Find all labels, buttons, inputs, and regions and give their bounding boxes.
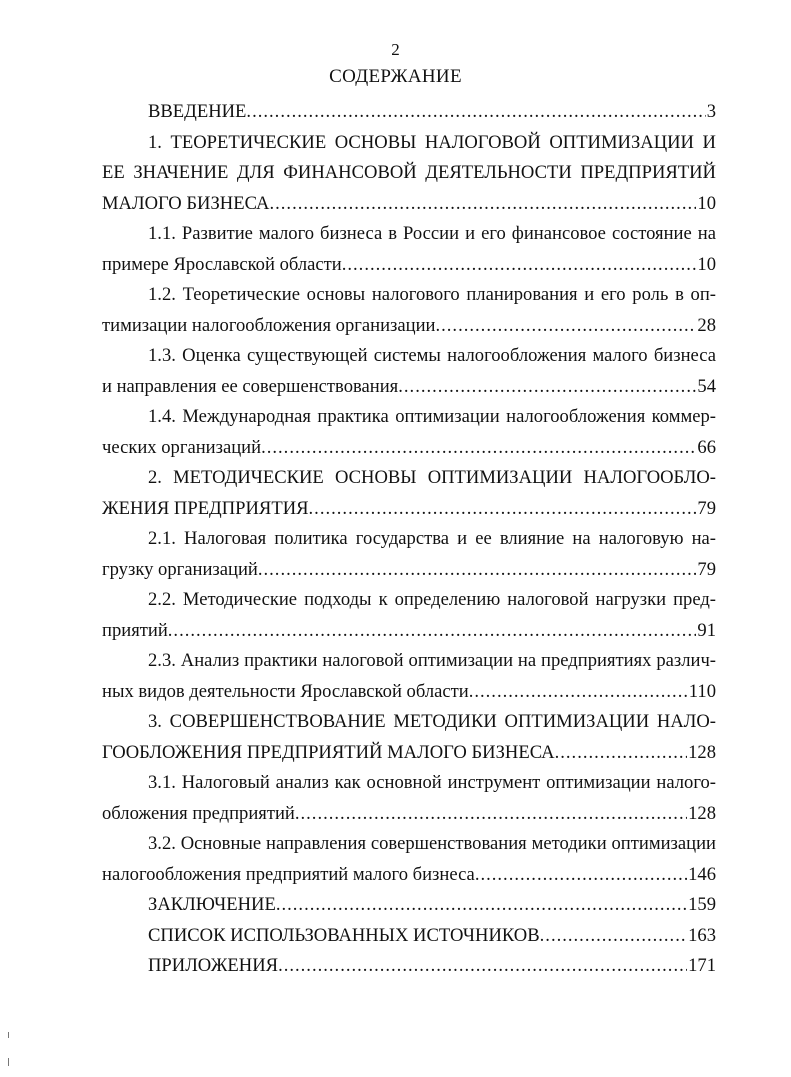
toc-entry-title-line: 2.1. Налоговая политика государства и ее влияние на налоговую на- [148,528,716,549]
toc-entry-title: приятий [102,619,168,641]
toc-entry-page: 10 [697,192,716,214]
toc-entry-section-2-1[interactable] [102,524,716,585]
toc-entry-section-1-4[interactable] [102,402,716,463]
toc-entry-title-line: 3.1. Налоговый анализ как основной инструмент оптимизации налого- [148,772,716,793]
leader-dots [309,494,697,525]
toc-entry-title: МАЛОГО БИЗНЕСА [102,192,270,214]
toc-entry-page: 110 [688,680,716,702]
toc-entry-title-line: 1.1. Развитие малого бизнеса в России и его финансовое состояние на [148,223,716,244]
leader-dots [295,799,687,830]
toc-entry-title: грузку организаций [102,558,258,580]
toc-entry-page: 28 [697,314,716,336]
toc-entry-page: 66 [697,436,716,458]
toc-entry-appendix[interactable] [102,951,716,982]
leader-dots [276,890,687,921]
toc-entry-page: 128 [688,741,716,763]
toc-entry-page: 128 [688,802,716,824]
toc-entry-title-line: 1.2. Теоретические основы налогового планирования и его роль в оп- [148,284,716,305]
leader-dots [469,677,688,708]
page-title: СОДЕРЖАНИЕ [329,66,462,87]
scan-mark [8,1058,9,1066]
toc-entry-page: 146 [688,863,716,885]
leader-dots [258,555,697,586]
toc-entry-chapter-3[interactable] [102,707,716,768]
toc-entry-conclusion[interactable] [102,890,716,921]
toc-entry-title-line: 3. СОВЕРШЕНСТВОВАНИЕ МЕТОДИКИ ОПТИМИЗАЦИИ НАЛО- [148,711,716,732]
toc-entry-title: ПРИЛОЖЕНИЯ [148,955,279,976]
toc-entry-title: обложения предприятий [102,802,295,824]
toc-entry-page: 79 [697,497,716,519]
toc-entry-title-line: 2.3. Анализ практики налоговой оптимизации на предприятиях различ- [148,650,716,671]
toc-entry-sources[interactable] [102,921,716,952]
toc-entry-title-line: 2. МЕТОДИЧЕСКИЕ ОСНОВЫ ОПТИМИЗАЦИИ НАЛОГООБЛО- [148,467,716,488]
leader-dots [342,250,697,281]
scan-mark [8,1032,9,1038]
leader-dots [398,372,696,403]
leader-dots [540,921,687,952]
toc-entry-chapter-2[interactable] [102,463,716,524]
toc-entry-title: ВВЕДЕНИЕ [148,101,247,122]
leader-dots [475,860,687,891]
toc-entry-title-line: 1.3. Оценка существующей системы налогообложения малого бизнеса [148,345,716,366]
toc-entry-title: ЖЕНИЯ ПРЕДПРИЯТИЯ [102,497,309,519]
toc-entry-title: СПИСОК ИСПОЛЬЗОВАННЫХ ИСТОЧНИКОВ [148,924,540,946]
toc-entry-chapter-1[interactable] [102,128,716,220]
leader-dots [246,97,705,128]
table-of-contents [102,97,716,982]
toc-entry-page: 54 [697,375,716,397]
toc-entry-section-2-3[interactable] [102,646,716,707]
toc-entry-title-line: 3.2. Основные направления совершенствования методики оптимизации [148,833,716,854]
toc-entry-title: тимизации налогообложения организации [102,314,436,336]
leader-dots [278,951,687,982]
toc-entry-page: 171 [688,955,716,976]
toc-entry-title: ЗАКЛЮЧЕНИЕ [148,894,276,915]
toc-entry-page: 79 [697,558,716,580]
toc-entry-section-3-1[interactable] [102,768,716,829]
toc-entry-title-line: ЕЕ ЗНАЧЕНИЕ ДЛЯ ФИНАНСОВОЙ ДЕЯТЕЛЬНОСТИ ПРЕДПРИЯТИЙ [102,162,716,183]
leader-dots [555,738,688,769]
page-number: 2 [391,40,400,59]
toc-entry-title: примере Ярославской области [102,253,342,275]
toc-entry-title: и направления ее совершенствования [102,375,399,397]
toc-entry-title: налогообложения предприятий малого бизнеса [102,863,475,885]
toc-entry-section-1-1[interactable] [102,219,716,280]
toc-entry-intro[interactable] [102,97,716,128]
leader-dots [269,189,696,220]
toc-entry-page: 159 [688,894,716,915]
toc-entry-section-1-3[interactable] [102,341,716,402]
toc-entry-section-1-2[interactable] [102,280,716,341]
leader-dots [435,311,696,342]
toc-entry-section-3-2[interactable] [102,829,716,890]
toc-entry-page: 163 [688,924,716,946]
toc-entry-section-2-2[interactable] [102,585,716,646]
leader-dots [261,433,696,464]
toc-entry-title-line: 2.2. Методические подходы к определению налоговой нагрузки пред- [148,589,716,610]
toc-entry-title-line: 1. ТЕОРЕТИЧЕСКИЕ ОСНОВЫ НАЛОГОВОЙ ОПТИМИЗАЦИИ И [148,131,716,153]
toc-entry-title: ческих организаций [102,436,262,458]
toc-entry-title-line: 1.4. Международная практика оптимизации налогообложения коммер- [148,406,716,427]
toc-entry-page: 91 [697,619,716,641]
toc-entry-title: ГООБЛОЖЕНИЯ ПРЕДПРИЯТИЙ МАЛОГО БИЗНЕСА [102,741,555,763]
toc-entry-title: ных видов деятельности Ярославской области [102,680,469,702]
toc-entry-page: 3 [706,101,716,122]
leader-dots [168,616,697,647]
toc-entry-page: 10 [697,253,716,275]
